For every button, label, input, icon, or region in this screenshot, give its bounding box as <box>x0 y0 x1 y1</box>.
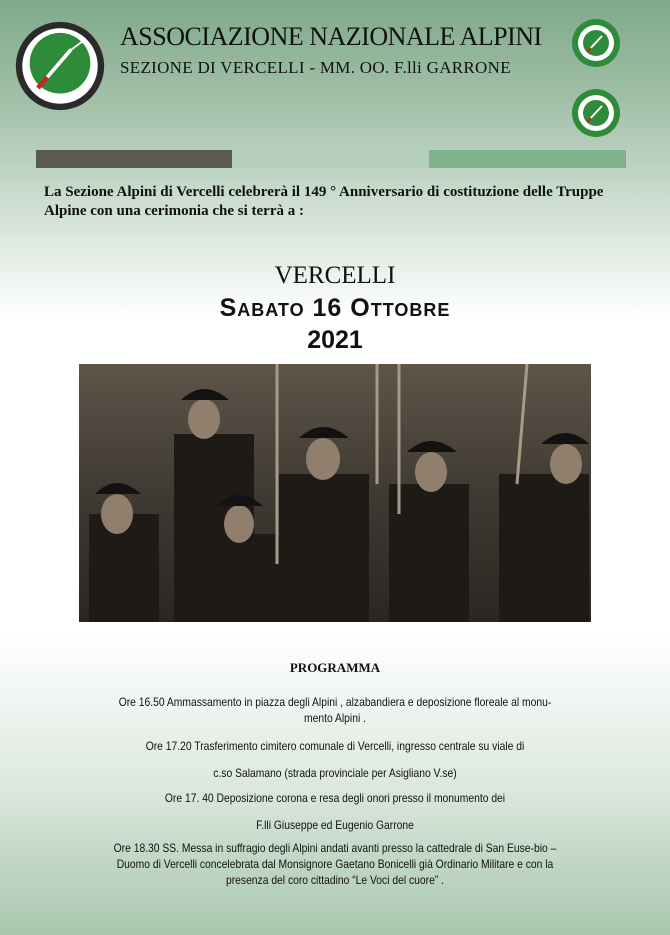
intro-text: La Sezione Alpini di Vercelli celebrerà il 149 ° Anniversario di costituzione delle Truppe Alpine con una cerimonia che si terrà a : <box>44 184 604 219</box>
divider-bar-green <box>429 150 626 168</box>
program-item: c.so Salamano (strada provinciale per Asigliano V.se) <box>213 766 457 780</box>
event-date: Sabato 16 Ottobre <box>219 294 451 322</box>
program-item: F.lli Giuseppe ed Eugenio Garrone <box>256 818 414 832</box>
page-subtitle: SEZIONE DI VERCELLI - MM. OO. F.lli GARRONE <box>120 58 511 77</box>
program-item: Ore 17.20 Trasferimento cimitero comunale di Vercelli, ingresso centrale su viale di <box>145 739 525 753</box>
ana-logo-small-top <box>571 18 621 68</box>
program-item: Ore 18.30 SS. Messa in suffragio degli Alpini andati avanti presso la cattedrale di San Euse-bio –Duomo di Vercelli concelebrata dal Monsignore Gaetano Bonicelli già Ordinario Militare e con la presenza del coro cittadino “Le Voci del cuore” . <box>113 841 557 887</box>
divider-bar-light <box>232 150 429 168</box>
event-year: 2021 <box>307 326 363 354</box>
historic-photo <box>79 364 591 622</box>
ana-logo <box>14 20 106 112</box>
page-title: ASSOCIAZIONE NAZIONALE ALPINI <box>120 22 542 51</box>
event-city: VERCELLI <box>274 262 396 289</box>
ana-logo-small-bottom <box>571 88 621 138</box>
program-title: PROGRAMMA <box>289 660 381 675</box>
divider-bar-dark <box>36 150 232 168</box>
program-item: Ore 17. 40 Deposizione corona e resa degli onori presso il monumento dei <box>164 791 506 805</box>
program-item: Ore 16.50 Ammassamento in piazza degli Alpini , alzabandiera e deposizione floreale al monu-mento Alpini . <box>118 695 552 725</box>
